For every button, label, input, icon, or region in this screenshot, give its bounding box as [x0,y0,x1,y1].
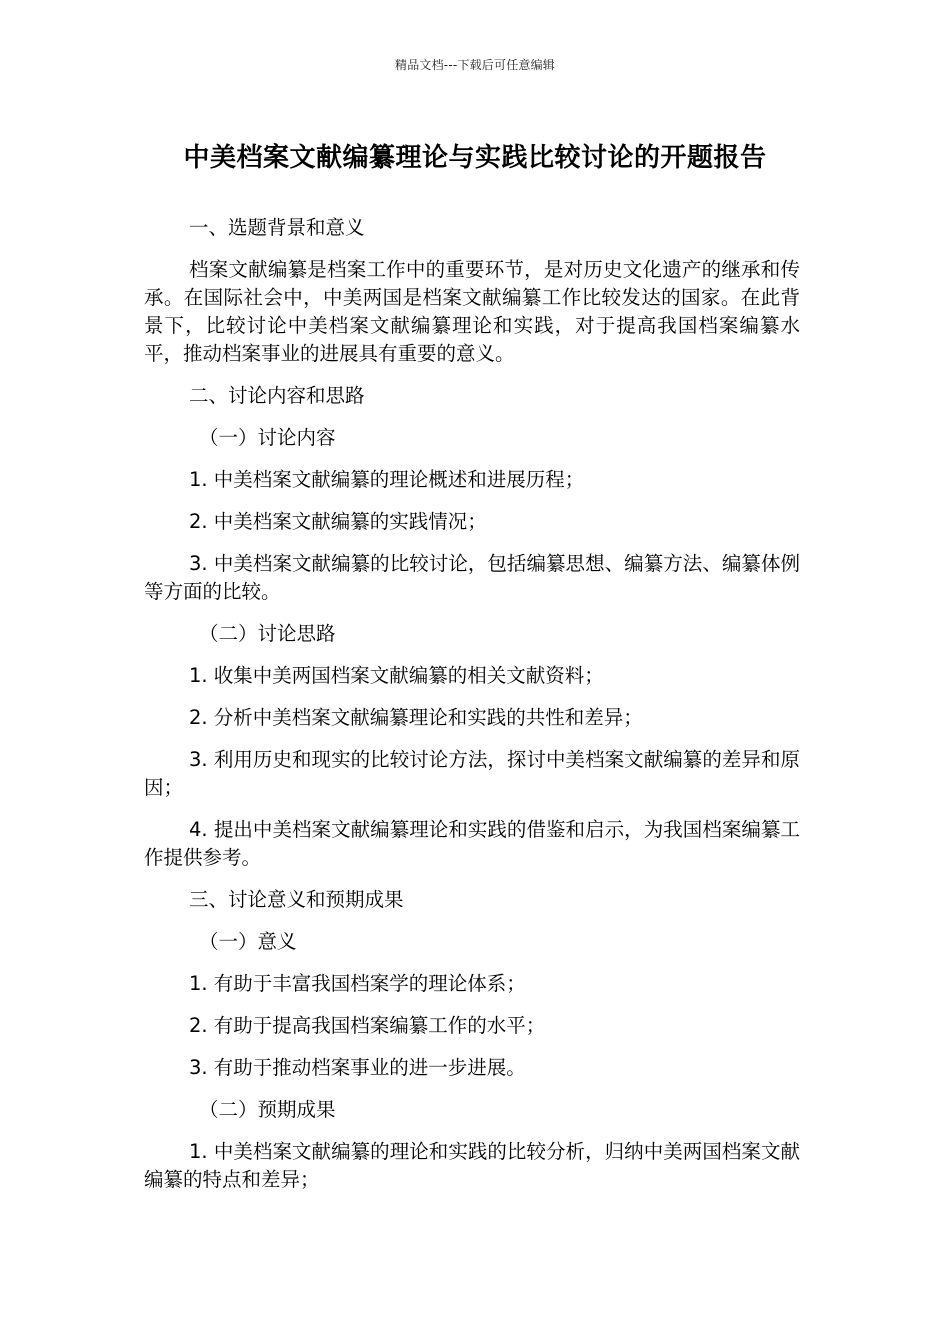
header-note: 精品文档---下载后可任意编辑 [395,58,555,72]
subsection-heading: （二）预期成果 [199,1098,336,1121]
section-heading: 二、讨论内容和思路 [189,384,365,407]
paragraph: 1. 收集中美两国档案文献编纂的相关文献资料； [189,664,604,687]
paragraph: 1. 中美档案文献编纂的理论概述和进展历程； [189,468,585,491]
subsection-heading: （一）意义 [199,930,297,953]
paragraph: 2. 中美档案文献编纂的实践情况； [189,510,487,533]
subsection-heading: （一）讨论内容 [199,426,336,449]
document-body [144,214,800,1208]
paragraph: 3. 有助于推动档案事业的进一步进展。 [189,1056,526,1079]
paragraph: 4. 提出中美档案文献编纂理论和实践的借鉴和启示，为我国档案编纂工作提供参考。 [144,818,800,869]
paragraph: 2. 分析中美档案文献编纂理论和实践的共性和差异； [189,706,643,729]
paragraph: 1. 中美档案文献编纂的理论和实践的比较分析，归纳中美两国档案文献编纂的特点和差异； [144,1140,800,1191]
section-heading: 一、选题背景和意义 [189,216,365,239]
paragraph: 档案文献编纂是档案工作中的重要环节，是对历史文化遗产的继承和传承。在国际社会中，中美两国是档案文献编纂工作比较发达的国家。在此背景下，比较讨论中美档案文献编纂理论和实践，对于提高我国档案编纂水平，推动档案事业的进展具有重要的意义。 [144,258,800,365]
document-title: 中美档案文献编纂理论与实践比较讨论的开题报告 [183,143,767,173]
paragraph: 2. 有助于提高我国档案编纂工作的水平； [189,1014,546,1037]
section-heading: 三、讨论意义和预期成果 [189,888,404,911]
paragraph: 3. 利用历史和现实的比较讨论方法，探讨中美档案文献编纂的差异和原因； [144,748,800,799]
paragraph: 1. 有助于丰富我国档案学的理论体系； [189,972,526,995]
subsection-heading: （二）讨论思路 [199,622,336,645]
paragraph: 3. 中美档案文献编纂的比较讨论，包括编纂思想、编纂方法、编纂体例等方面的比较。 [144,552,800,603]
